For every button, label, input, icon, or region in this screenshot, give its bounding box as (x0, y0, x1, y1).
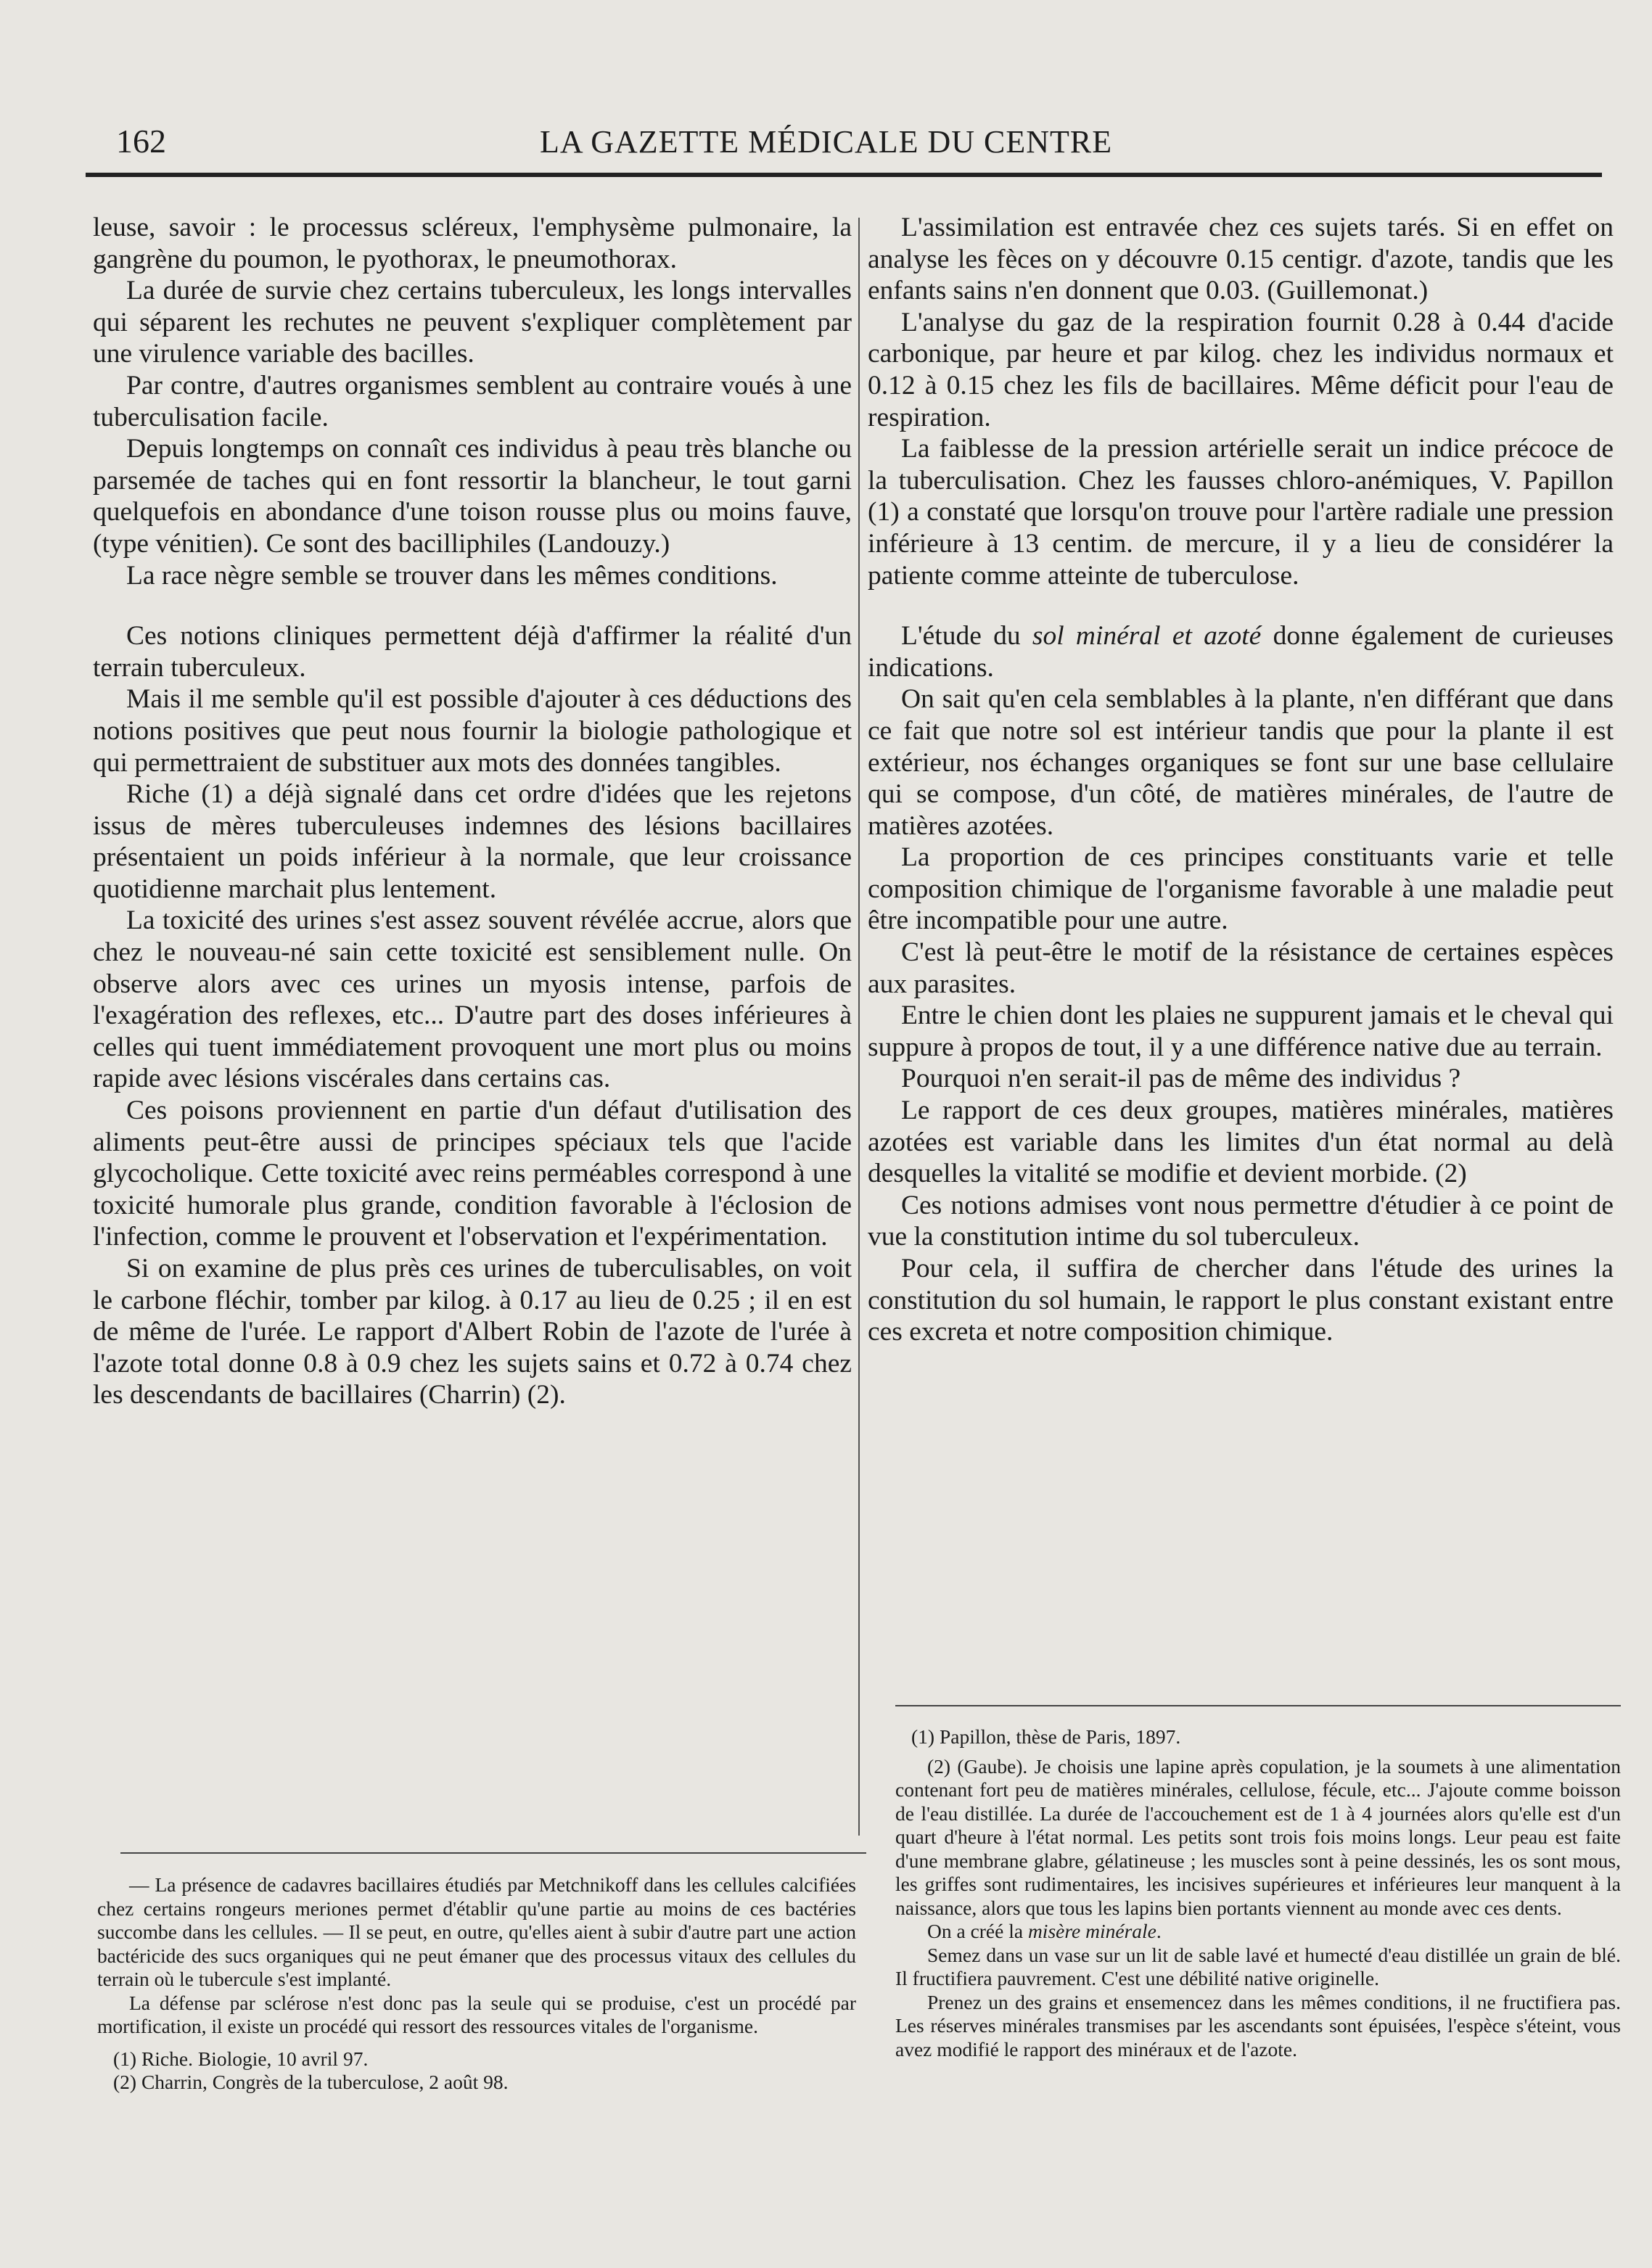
footnote: (2) (Gaube). Je choisis une lapine après copulation, je la soumets à une alimentation contenant fort peu de matières minérales, cellulose, fécule, etc... J'ajoute comme boisson de l'eau distillée. La durée de l'accouchement est de 1 à 4 journées alors qu'elle est d'un quart d'heure à l'état normal. Les petits sont trois fois moins longs. Leur peau est faite d'une membrane glabre, gélatineuse ; les muscles sont à peine dessinés, les os sont mous, les griffes sont rudimentaires, les incisives supérieures et inférieures leur manquent à la naissance, alors que tous les lapins bien portants viennent au monde avec ces dents. (895, 1754, 1621, 1919)
footnote: (1) Riche. Biologie, 10 avril 97. (113, 2047, 369, 2070)
header-rule (86, 173, 1602, 177)
text-run: . (1156, 1920, 1162, 1942)
paragraph: leuse, savoir : le processus scléreux, l'emphysème pulmonaire, la gangrène du poumon, le pyothorax, le pneumothorax. (93, 213, 852, 274)
left-footnotes (97, 1873, 856, 2095)
paragraph: Ces notions cliniques permettent déjà d'affirmer la réalité d'un terrain tuberculeux. (93, 621, 852, 683)
paragraph: La durée de survie chez certains tuberculeux, les longs intervalles qui séparent les rechutes ne peuvent s'expliquer complètement par une virulence variable des bacilles. (93, 276, 852, 369)
left-column (93, 212, 852, 1411)
paragraph: Riche (1) a déjà signalé dans cet ordre d'idées que les rejetons issus de mères tuberculeuses indemnes des lésions bacillaires présentaient un poids inférieur à la normale, que leur croissance quotidienne marchait plus lentement. (93, 779, 852, 904)
right-footnotes (895, 1725, 1621, 2061)
paragraph: Pourquoi n'en serait-il pas de même des individus ? (901, 1064, 1461, 1094)
paragraph: La faiblesse de la pression artérielle serait un indice précoce de la tuberculisation. Chez les fausses chloro-anémiques, V. Papillon (1) a constaté que lorsqu'on trouve pour l'artère radiale une pression inférieure à 13 centim. de mercure, il y a lieu de considérer la patiente comme atteinte de tuberculose. (868, 434, 1614, 591)
paragraph: Pour cela, il suffira de chercher dans l'étude des urines la constitution du sol humain, le rapport le plus constant existant entre ces excreta et notre composition chimique. (868, 1254, 1614, 1347)
footnote: Prenez un des grains et ensemencez dans les mêmes conditions, il ne fructifiera pas. Les réserves minérales transmises par les ascendants sont épuisées, l'espèce s'éteint, vous avez modifié le rapport des minéraux et de l'azote. (895, 1990, 1621, 2060)
page-header (0, 0, 1652, 174)
footnote: (2) Charrin, Congrès de la tuberculose, 2 août 98. (113, 2071, 509, 2093)
text-run: L'étude du (901, 621, 1032, 652)
paragraph: L'analyse du gaz de la respiration fournit 0.28 à 0.44 d'acide carbonique, par heure et par kilog. chez les individus normaux et 0.12 à 0.15 chez les fils de bacillaires. Même déficit pour l'eau de respiration. (868, 307, 1614, 432)
paragraph: La race nègre semble se trouver dans les mêmes conditions. (126, 560, 778, 591)
page-number: 162 (116, 123, 166, 160)
paragraph: La proportion de ces principes constituants varie et telle composition chimique de l'organisme favorable à une maladie peut être incompatible pour une autre. (868, 842, 1614, 936)
paragraph: Mais il me semble qu'il est possible d'ajouter à ces déductions des notions positives que peut nous fournir la biologie pathologique et qui permettraient de substituer aux mots des données tangibles. (93, 684, 852, 778)
footnote (895, 1920, 1621, 1944)
paragraph: Ces notions admises vont nous permettre d'étudier à ce point de vue la constitution intime du sol tuberculeux. (868, 1190, 1614, 1252)
footnote: — La présence de cadavres bacillaires étudiés par Metchnikoff dans les cellules calcifiées chez certains rongeurs meriones permet d'établir qu'une partie au moins de ces bactéries succombe dans les cellules. — Il se peut, en outre, qu'elles aient à subir d'autre part une action bactéricide des sucs organiques qui ne peut émaner que des processus vitaux des cellules du terrain où le tubercule s'est implanté. (97, 1873, 856, 1990)
footnote: La défense par sclérose n'est donc pas la seule qui se produise, c'est un procédé par mortification, il existe un procédé qui ressort des ressources vitales de l'organisme. (97, 1991, 856, 2037)
paragraph: Le rapport de ces deux groupes, matières minérales, matières azotées est variable dans les limites d'un état normal au delà desquelles la vitalité se modifie et devient morbide. (2) (868, 1096, 1614, 1189)
paragraph: Entre le chien dont les plaies ne suppurent jamais et le cheval qui suppure à propos de tout, il y a une différence native due au terrain. (868, 1001, 1614, 1062)
paragraph: Si on examine de plus près ces urines de tuberculisables, on voit le carbone fléchir, tomber par kilog. à 0.17 au lieu de 0.25 ; il en est de même de l'urée. Le rapport d'Albert Robin de l'azote de l'urée à l'azote total donne 0.8 à 0.9 chez les sujets sains et 0.72 à 0.74 chez les descendants de bacillaires (Charrin) (2). (93, 1254, 852, 1410)
paragraph: Ces poisons proviennent en partie d'un défaut d'utilisation des aliments peut-être aussi de principes spéciaux tels que l'acide glycocholique. Cette toxicité avec reins perméables correspond à une toxicité humorale plus grande, condition favorable à l'éclosion de l'infection, comme le prouvent et l'observation et l'expérimentation. (93, 1096, 852, 1252)
footnote: Semez dans un vase sur un lit de sable lavé et humecté d'eau distillée un grain de blé. Il fructifiera pauvrement. C'est une débilité native originelle. (895, 1943, 1621, 1989)
paragraph: Par contre, d'autres organismes semblent au contraire voués à une tuberculisation facile. (93, 370, 852, 432)
paragraph: C'est là peut-être le motif de la résistance de certaines espèces aux parasites. (868, 937, 1614, 999)
right-column (868, 212, 1614, 1348)
footnote-rule (120, 1852, 866, 1854)
paragraph: Depuis longtemps on connaît ces individus à peau très blanche ou parsemée de taches qui en font ressortir la blancheur, le tout garni quelquefois en abondance d'une toison rousse plus ou moins fauve, (type vénitien). Ce sont des bacilliphiles (Landouzy.) (93, 434, 852, 559)
emphasis: misère minérale (1027, 1920, 1156, 1942)
text-run: donne également de curieuses indications. (868, 621, 1614, 683)
column-divider (858, 218, 860, 1836)
running-title: LA GAZETTE MÉDICALE DU CENTRE (540, 124, 1113, 160)
footnote: (1) Papillon, thèse de Paris, 1897. (911, 1725, 1181, 1748)
emphasis: sol minéral et azoté (1032, 621, 1262, 652)
paragraph: On sait qu'en cela semblables à la plante, n'en différant que dans ce fait que notre sol est intérieur tandis que pour la plante il est extérieur, nos échanges organiques se font sur une base cellulaire qui se compose, d'un côté, de matières minérales, de l'autre de matières azotées. (868, 684, 1614, 841)
paragraph (868, 620, 1614, 683)
footnote-rule (895, 1705, 1621, 1706)
paragraph: L'assimilation est entravée chez ces sujets tarés. Si en effet on analyse les fèces on y découvre 0.15 centigr. d'azote, tandis que les enfants sains n'en donnent que 0.03. (Guillemonat.) (868, 213, 1614, 306)
paragraph: La toxicité des urines s'est assez souvent révélée accrue, alors que chez le nouveau-né sain cette toxicité est sensiblement nulle. On observe alors avec ces urines un myosis intense, parfois de l'exagération des reflexes, etc... D'autre part des doses inférieures à celles qui tuent immédiatement provoquent une mort plus ou moins rapide avec lésions viscérales dans certains cas. (93, 905, 852, 1094)
text-run: On a créé la (927, 1920, 1028, 1942)
